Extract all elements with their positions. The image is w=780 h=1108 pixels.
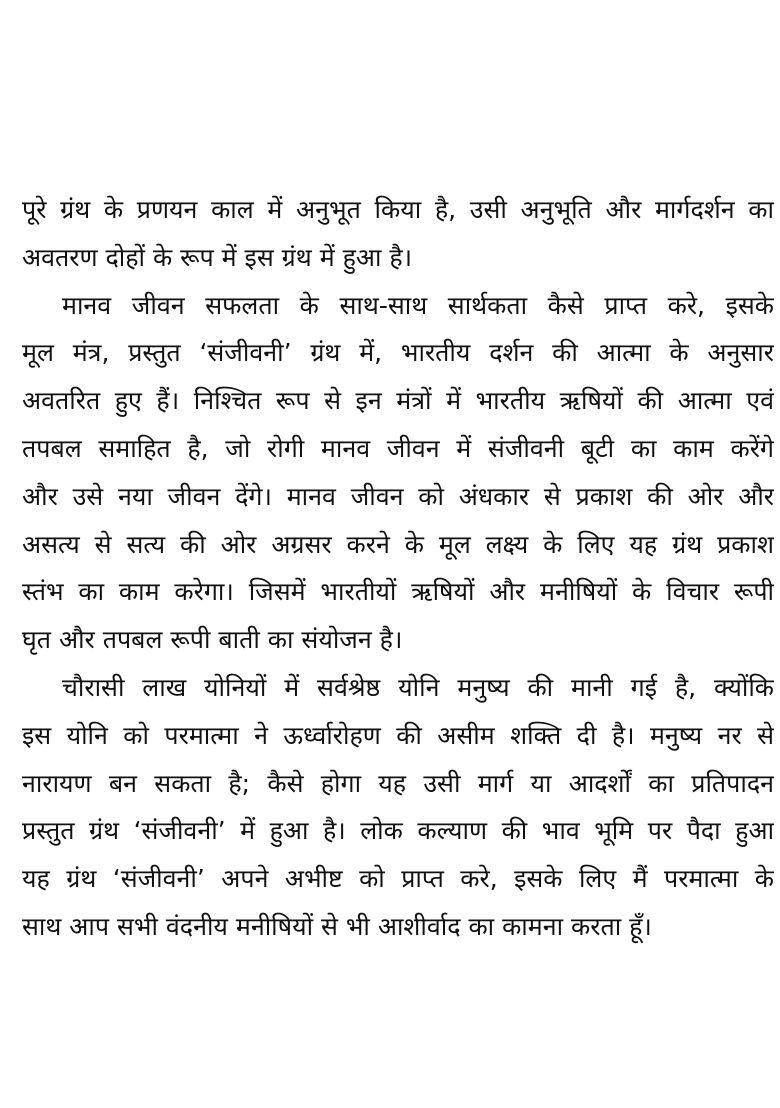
text-line: इस योनि को परमात्मा ने ऊर्ध्वारोहण की असीम शक्ति दी है। मनुष्य नर से — [22, 720, 774, 750]
text-line: तपबल समाहित है, जो रोगी मानव जीवन में संजीवनी बूटी का काम करेंगे — [22, 433, 774, 463]
document-page — [22, 186, 774, 951]
text-line: असत्य से सत्य की ओर अग्रसर करने के मूल लक्ष्य के लिए यह ग्रंथ प्रकाश — [22, 529, 774, 559]
text-line: मानव जीवन सफलता के साथ-साथ सार्थकता कैसे प्राप्त करे, इसके — [62, 290, 774, 320]
text-line: और उसे नया जीवन देंगे। मानव जीवन को अंधकार से प्रकाश की ओर और — [22, 481, 774, 511]
text-line: अवतरण दोहों के रूप में इस ग्रंथ में हुआ है। — [22, 242, 413, 272]
text-line: प्रस्तुत ग्रंथ ‘संजीवनी’ में हुआ है। लोक कल्याण की भाव भूमि पर पैदा हुआ — [22, 816, 774, 846]
text-line: घृत और तपबल रूपी बाती का संयोजन है। — [22, 625, 403, 655]
text-line: यह ग्रंथ ‘संजीवनी’ अपने अभीष्ट को प्राप्त करे, इसके लिए मैं परमात्मा के — [22, 864, 774, 894]
text-line: स्तंभ का काम करेगा। जिसमें भारतीयों ऋषियों और मनीषियों के विचार रूपी — [22, 577, 774, 607]
paragraph-1 — [22, 186, 774, 282]
text-line: अवतरित हुए हैं। निश्चित रूप से इन मंत्रों में भारतीय ऋषियों की आत्मा एवं — [22, 386, 774, 416]
text-line: चौरासी लाख योनियों में सर्वश्रेष्ठ योनि मनुष्य की मानी गई है, क्योंकि — [62, 672, 774, 702]
text-line: साथ आप सभी वंदनीय मनीषियों से भी आशीर्वाद का कामना करता हूँ। — [22, 911, 652, 941]
paragraph-3 — [22, 664, 774, 951]
text-line: नारायण बन सकता है; कैसे होगा यह उसी मार्ग या आदर्शों का प्रतिपादन — [22, 768, 774, 798]
text-line: पूरे ग्रंथ के प्रणयन काल में अनुभूत किया है, उसी अनुभूति और मार्गदर्शन का — [22, 195, 774, 224]
text-line: मूल मंत्र, प्रस्तुत ‘संजीवनी’ ग्रंथ में, भारतीय दर्शन की आत्मा के अनुसार — [22, 338, 774, 368]
paragraph-2 — [22, 282, 774, 664]
